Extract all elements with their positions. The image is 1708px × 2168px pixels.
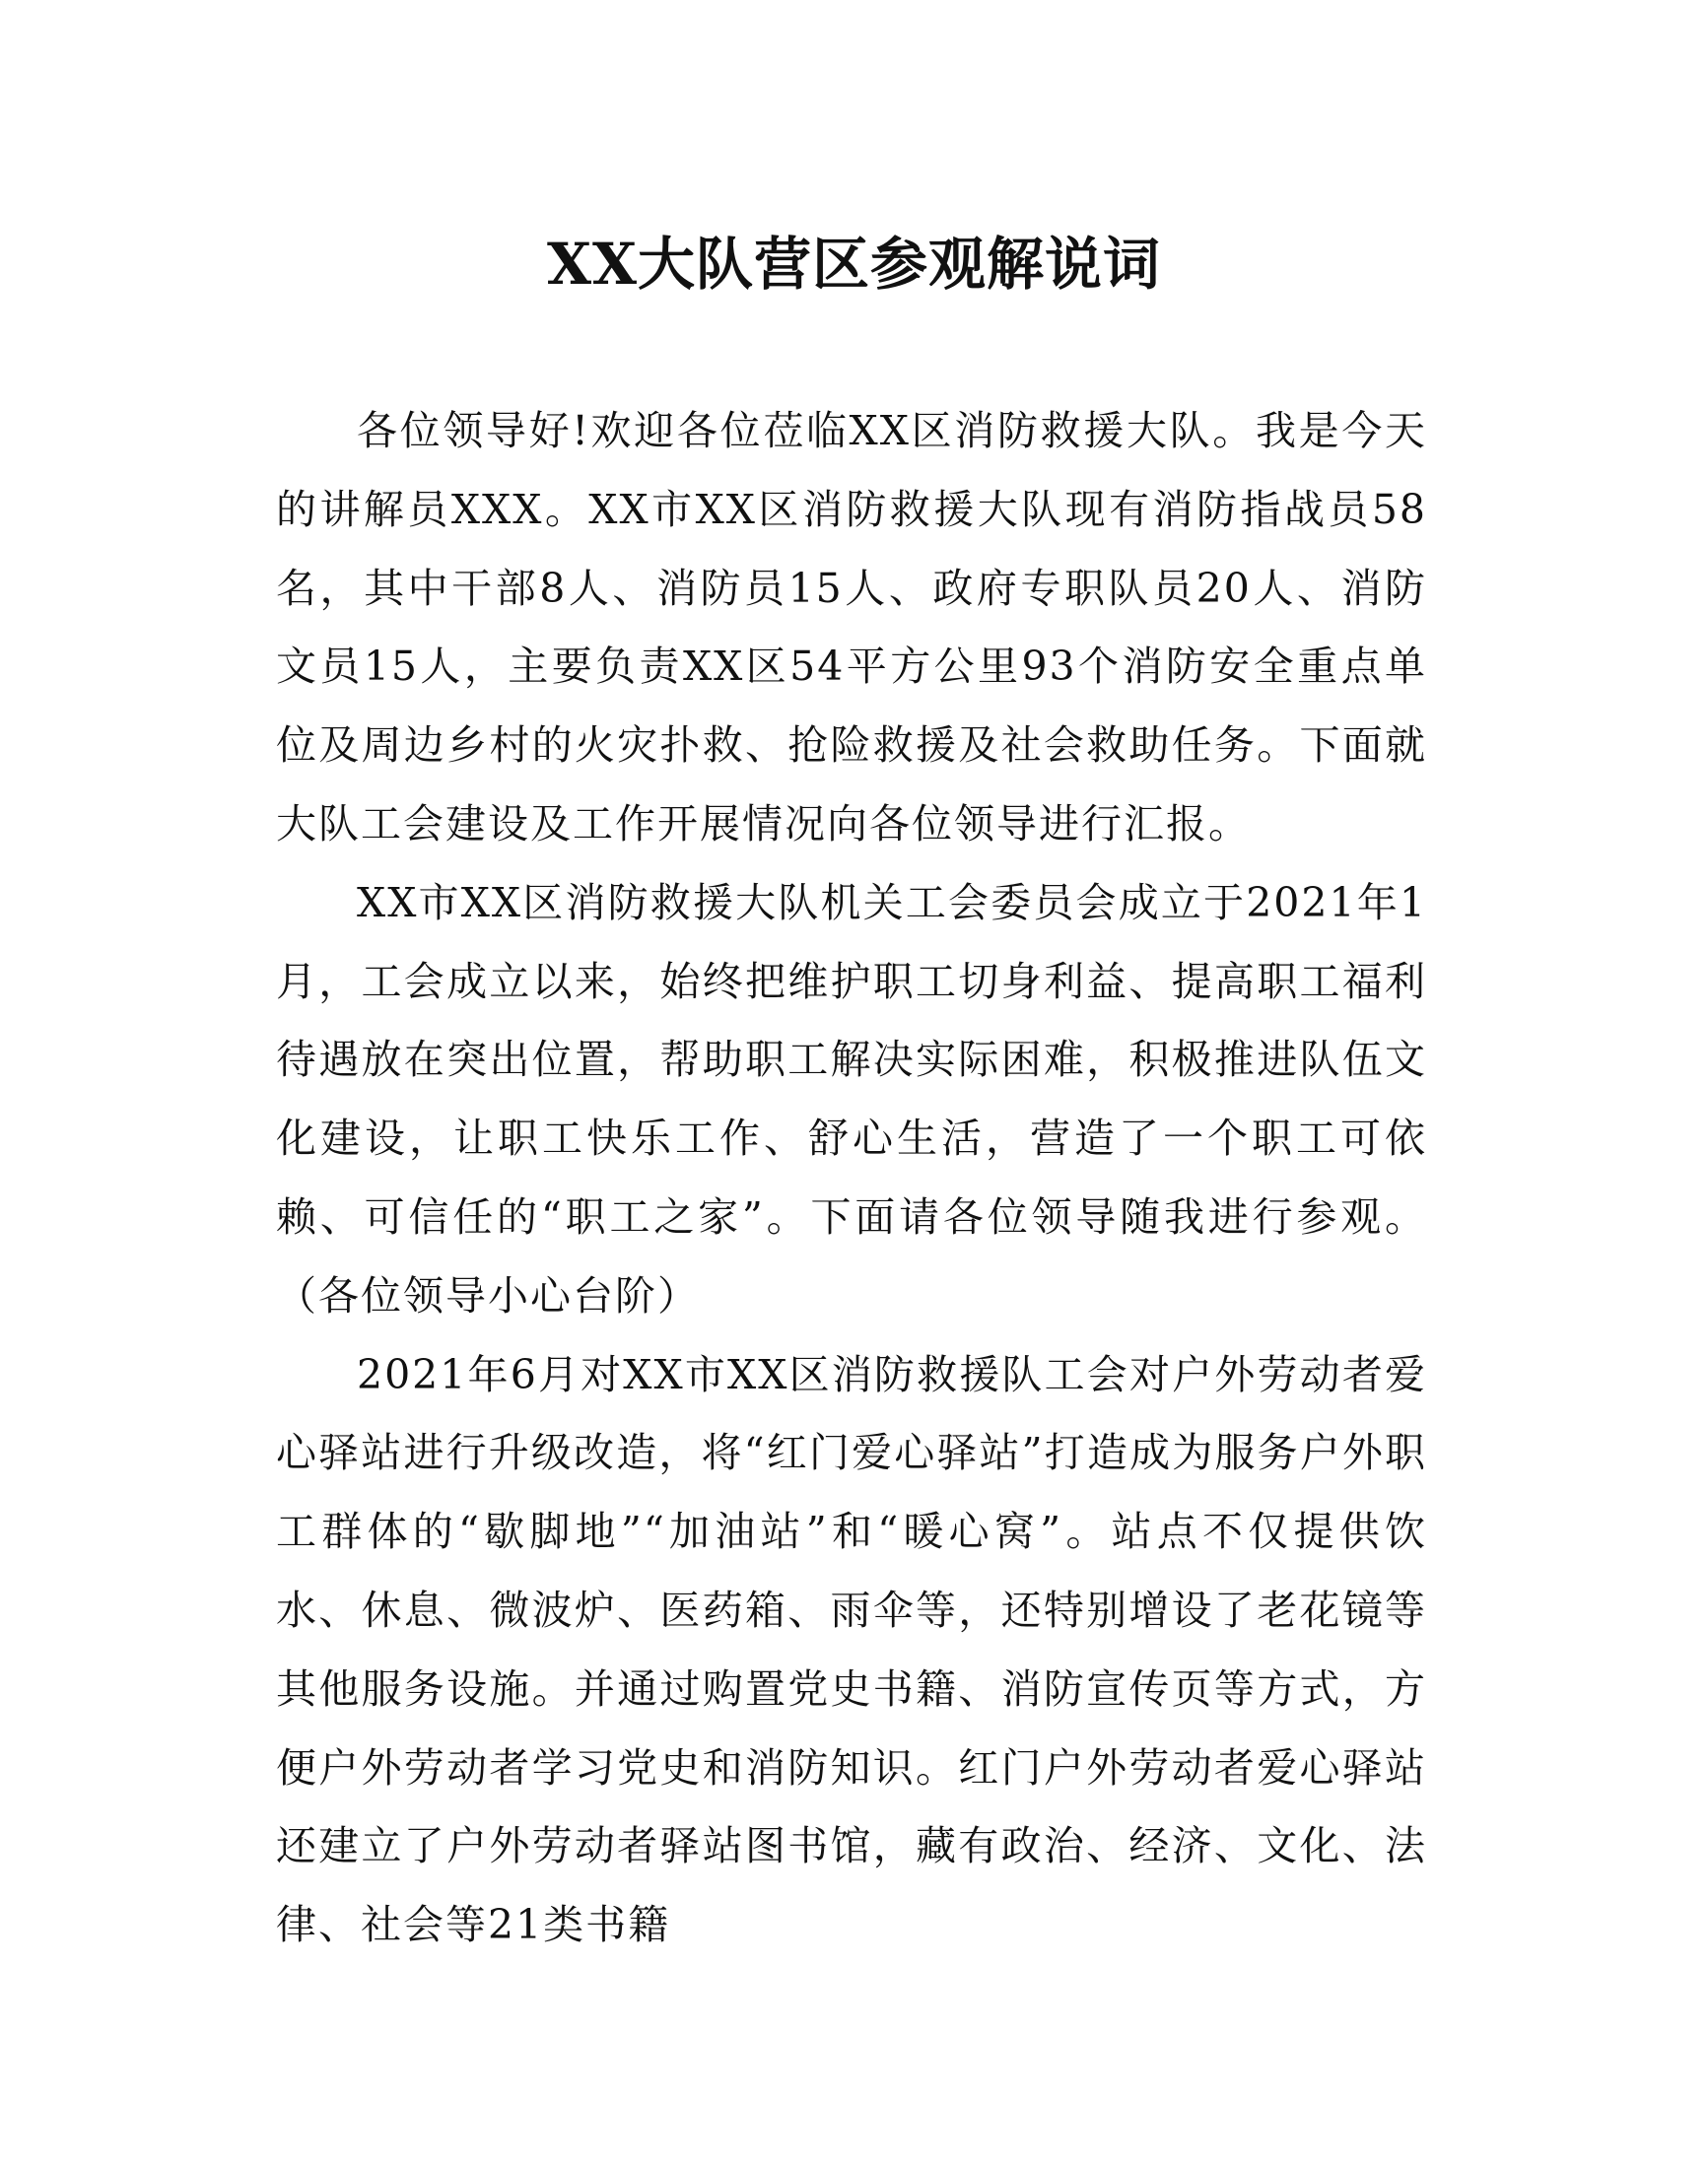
paragraph-intro: 各位领导好!欢迎各位莅临XX区消防救援大队。我是今天的讲解员XXX。XX市XX区消防救援大队现有消防指战员58名，其中干部8人、消防员15人、政府专职队员20人、消防文员15人，主要负责XX区54平方公里93个消防安全重点单位及周边乡村的火灾扑救、抢险救援及社会救助任务。下面就大队工会建设及工作开展情况向各位领导进行汇报。 <box>276 407 1427 847</box>
paragraph-love-station: 2021年6月对XX市XX区消防救援队工会对户外劳动者爱心驿站进行升级改造，将“红门爱心驿站”打造成为服务户外职工群体的“歇脚地”“加油站”和“暖心窝”。站点不仅提供饮水、休息、微波炉、医药箱、雨伞等，还特别增设了老花镜等其他服务设施。并通过购置党史书籍、消防宣传页等方式，方便户外劳动者学习党史和消防知识。红门户外劳动者爱心驿站还建立了户外劳动者驿站图书馆，藏有政治、经济、文化、法律、社会等21类书籍 <box>276 1350 1427 1949</box>
document-body <box>276 392 1427 1965</box>
document-title: XX大队营区参观解说词 <box>546 231 1161 298</box>
paragraph-union-founding: XX市XX区消防救援大队机关工会委员会成立于2021年1月，工会成立以来，始终把维护职工切身利益、提高职工福利待遇放在突出位置，帮助职工解决实际困难，积极推进队伍文化建设，让职工快乐工作、舒心生活，营造了一个职工可依赖、可信任的“职工之家”。下面请各位领导随我进行参观。（各位领导小心台阶） <box>276 878 1427 1320</box>
